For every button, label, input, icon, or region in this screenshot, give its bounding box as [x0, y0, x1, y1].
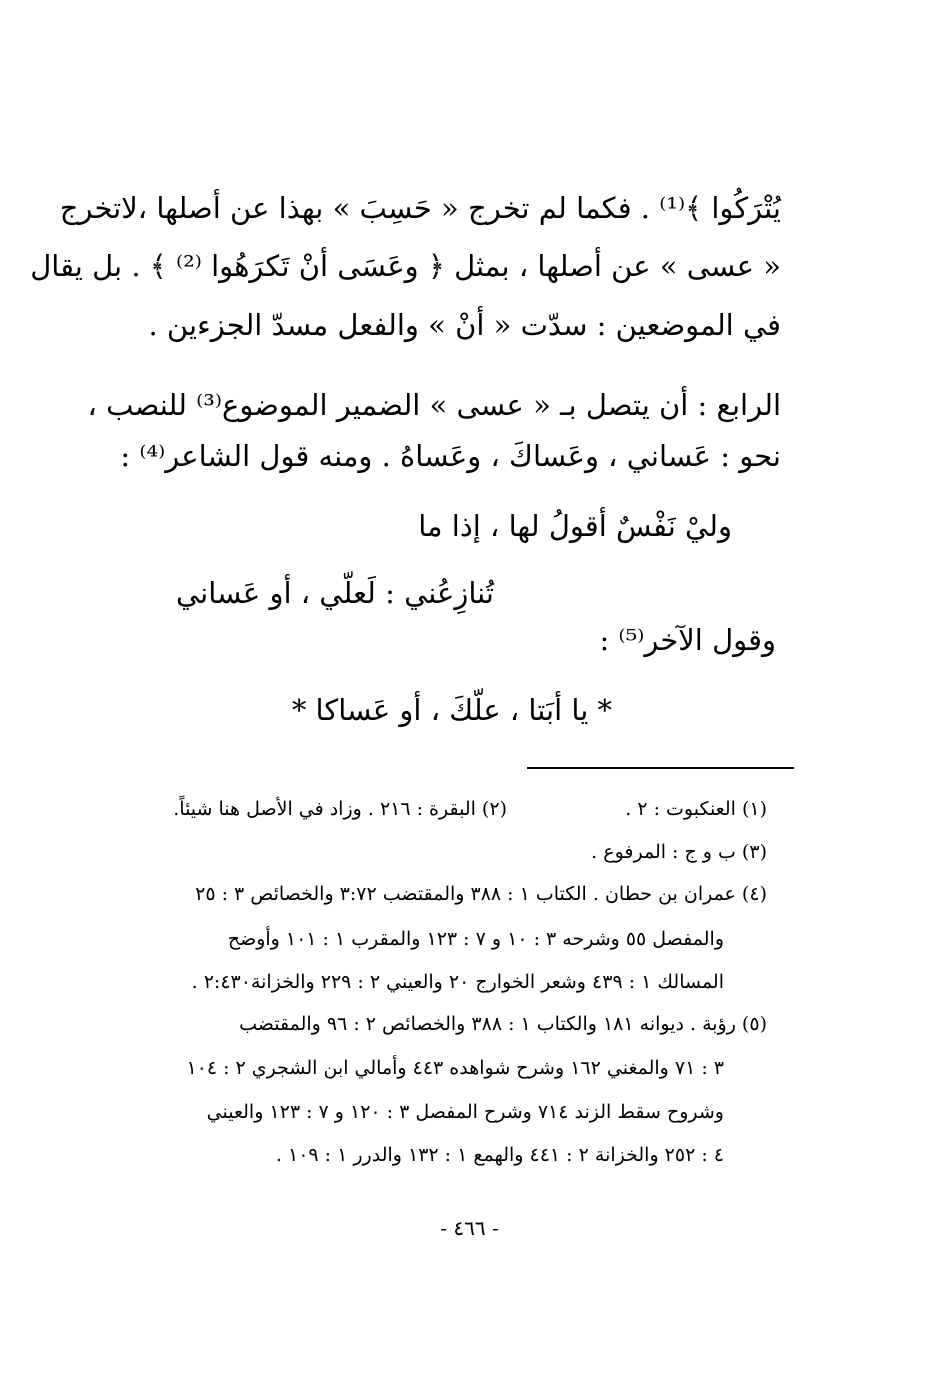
- footnote-2: (٢) البقرة : ٢١٦ . وزاد في الأصل هنا شيئاً.: [173, 798, 507, 820]
- footnote-1: (١) العنكبوت : ٢ .: [625, 798, 767, 820]
- footnote-3: (٣) ب و ج : المرفوع .: [591, 841, 767, 863]
- body-line-1: يُتْرَكُوا ﴾⁽¹⁾ . فكما لم تخرج « حَسِبَ » بهذا عن أصلها ،لاتخرج: [59, 191, 781, 225]
- body-line-3: في الموضعين : سدّت « أنْ » والفعل مسدّ الجزءين .: [148, 308, 781, 342]
- footnote-separator: [527, 767, 794, 769]
- footnote-4-line-2: والمفصل ٥٥ وشرحه ٣ : ١٠ و ٧ : ١٢٣ والمقرب ١ : ١٠١ وأوضح: [227, 928, 724, 950]
- footnote-5-line-3: وشروح سقط الزند ٧١٤ وشرح المفصل ٣ : ١٢٠ و ٧ : ١٢٣ والعيني: [206, 1101, 724, 1123]
- verse-line-3: * يا أبَتا ، علّكَ ، أو عَساكا *: [291, 693, 612, 727]
- footnote-5-line-1: (٥) رؤبة . ديوانه ١٨١ والكتاب ١ : ٣٨٨ والخصائص ٢ : ٩٦ والمقتضب: [239, 1013, 767, 1035]
- body-line-5: نحو : عَساني ، وعَساكَ ، وعَساهُ . ومنه قول الشاعر⁽⁴⁾ :: [120, 439, 781, 473]
- body-line-6: وقول الآخر⁽⁵⁾ :: [599, 623, 776, 657]
- body-line-2: « عسى » عن أصلها ، بمثل ﴿ وعَسَى أنْ تَكرَهُوا ⁽²⁾ ﴾ . بل يقال: [30, 249, 781, 283]
- footnote-4-line-1: (٤) عمران بن حطان . الكتاب ١ : ٣٨٨ والمقتضب ٣:٧٢ والخصائص ٣ : ٢٥: [195, 883, 767, 905]
- verse-line-2: تُنازِعُني : لَعلّي ، أو عَساني: [175, 576, 494, 610]
- footnote-5-line-4: ٤ : ٢٥٢ والخزانة ٢ : ٤٤١ والهمع ١ : ١٣٢ والدرر ١ : ١٠٩ .: [275, 1144, 724, 1166]
- footnote-4-line-3: المسالك ١ : ٤٣٩ وشعر الخوارج ٢٠ والعيني ٢ : ٢٢٩ والخزانة٢:٤٣٠ .: [191, 971, 724, 993]
- verse-line-1: وليْ نَفْسٌ أقولُ لها ، إذا ما: [418, 509, 732, 543]
- footnote-5-line-2: ٣ : ٧١ والمغني ١٦٢ وشرح شواهده ٤٤٣ وأمالي ابن الشجري ٢ : ١٠٤: [186, 1057, 724, 1079]
- page-number: - ٤٦٦ -: [440, 1216, 499, 1240]
- body-line-4: الرابع : أن يتصل بـ « عسى » الضمير الموضوع⁽³⁾ للنصب ،: [87, 388, 781, 422]
